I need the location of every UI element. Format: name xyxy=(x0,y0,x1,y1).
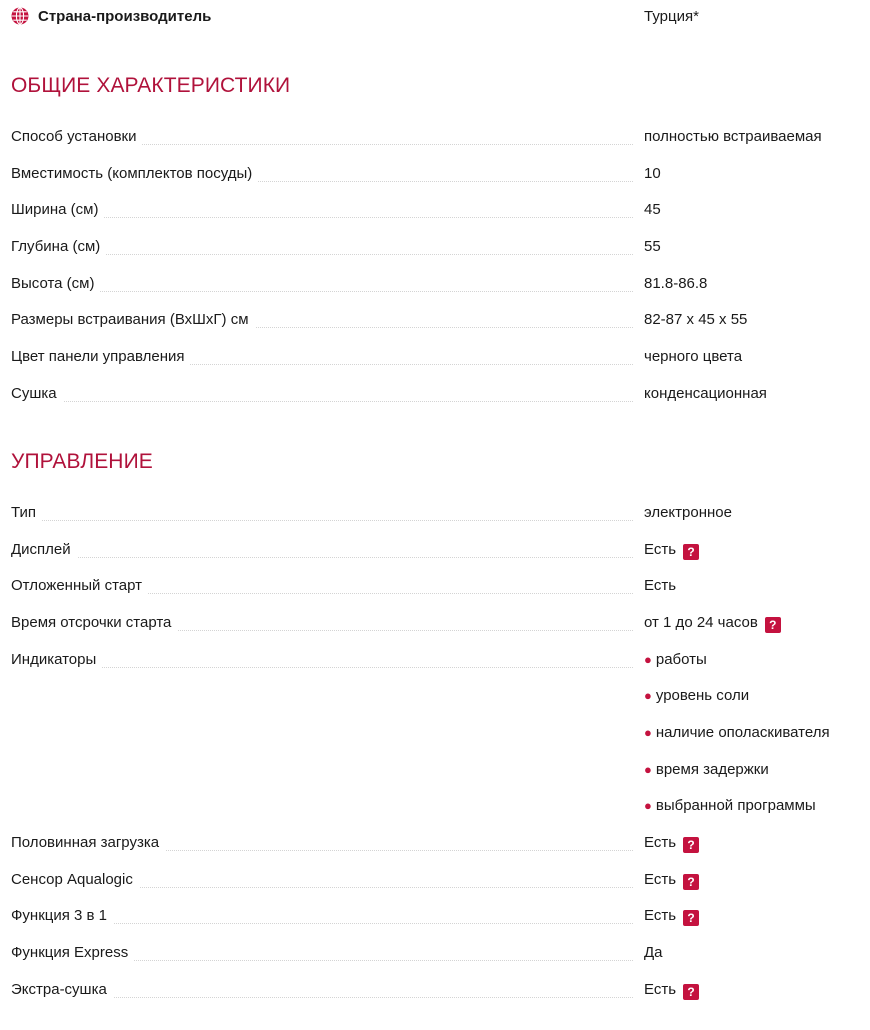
spec-row xyxy=(11,870,870,906)
spec-value xyxy=(644,613,781,633)
help-icon[interactable]: ? xyxy=(683,544,699,560)
spec-value: полностью встраиваемая xyxy=(644,128,822,145)
spec-row xyxy=(11,503,870,539)
spec-value: Да xyxy=(644,944,663,961)
spec-value xyxy=(644,833,699,853)
indicator-row xyxy=(11,686,870,722)
spec-value: черного цвета xyxy=(644,348,743,365)
spec-row xyxy=(11,164,870,200)
spec-label: Размеры встраивания (ВхШхГ) см xyxy=(11,310,255,330)
spec-label: Отложенный старт xyxy=(11,576,148,596)
help-icon[interactable]: ? xyxy=(683,874,699,890)
spec-label: Цвет панели управления xyxy=(11,347,190,367)
bullet-icon: ● xyxy=(644,652,652,667)
dotted-leader xyxy=(11,520,633,521)
spec-value-text: Есть xyxy=(644,981,677,998)
bullet-icon: ● xyxy=(644,688,652,703)
spec-row-indicators xyxy=(11,650,870,686)
spec-label: Сушка xyxy=(11,384,63,404)
spec-row xyxy=(11,310,870,346)
spec-label: Время отсрочки старта xyxy=(11,613,177,633)
globe-icon xyxy=(11,7,29,25)
indicator-item: ● выбранной программы xyxy=(644,797,816,814)
section-title-control: УПРАВЛЕНИЕ xyxy=(11,450,153,473)
spec-value: 10 xyxy=(644,165,661,182)
dotted-leader xyxy=(11,401,633,402)
spec-row xyxy=(11,833,870,869)
spec-value: Есть xyxy=(644,577,677,594)
country-label: Страна-производитель xyxy=(38,8,212,25)
spec-value xyxy=(644,906,699,926)
spec-value: 81.8-86.8 xyxy=(644,275,708,292)
spec-label: Вместимость (комплектов посуды) xyxy=(11,164,258,184)
spec-label: Функция 3 в 1 xyxy=(11,906,113,926)
spec-value: 82-87 x 45 x 55 xyxy=(644,311,748,328)
bullet-icon: ● xyxy=(644,762,652,777)
indicator-item: ● наличие ополаскивателя xyxy=(644,724,830,741)
dotted-leader xyxy=(11,667,633,668)
spec-value-text: Есть xyxy=(644,871,677,888)
spec-label: Функция Express xyxy=(11,943,134,963)
spec-row xyxy=(11,347,870,383)
spec-label: Половинная загрузка xyxy=(11,833,165,853)
help-icon[interactable]: ? xyxy=(683,837,699,853)
spec-value-text: от 1 до 24 часов xyxy=(644,614,758,631)
spec-label: Способ установки xyxy=(11,127,142,147)
help-icon[interactable]: ? xyxy=(765,617,781,633)
spec-value xyxy=(644,980,699,1000)
indicator-row xyxy=(11,760,870,796)
indicator-row xyxy=(11,723,870,759)
dotted-leader xyxy=(11,557,633,558)
help-icon[interactable]: ? xyxy=(683,984,699,1000)
spec-row xyxy=(11,576,870,612)
help-icon[interactable]: ? xyxy=(683,910,699,926)
spec-label: Дисплей xyxy=(11,540,77,560)
indicator-row xyxy=(11,796,870,832)
spec-value: конденсационная xyxy=(644,385,767,402)
spec-label: Экстра-сушка xyxy=(11,980,113,1000)
spec-row xyxy=(11,384,870,420)
bullet-icon: ● xyxy=(644,798,652,813)
spec-label: Высота (см) xyxy=(11,274,100,294)
spec-row xyxy=(11,906,870,942)
spec-row xyxy=(11,274,870,310)
spec-row xyxy=(11,540,870,576)
country-value: Турция* xyxy=(644,8,699,25)
bullet-icon: ● xyxy=(644,725,652,740)
spec-row xyxy=(11,200,870,236)
spec-label: Индикаторы xyxy=(11,650,102,670)
section-title-general: ОБЩИЕ ХАРАКТЕРИСТИКИ xyxy=(11,74,291,97)
spec-row xyxy=(11,613,870,649)
spec-row xyxy=(11,127,870,163)
spec-label: Глубина (см) xyxy=(11,237,106,257)
spec-value xyxy=(644,540,699,560)
spec-value-text: Есть xyxy=(644,541,677,558)
spec-value xyxy=(644,870,699,890)
dotted-leader xyxy=(11,291,633,292)
indicator-item: ● работы xyxy=(644,651,707,668)
spec-value: 45 xyxy=(644,201,661,218)
spec-label: Тип xyxy=(11,503,42,523)
spec-value-text: Есть xyxy=(644,907,677,924)
spec-row xyxy=(11,237,870,273)
spec-label: Ширина (см) xyxy=(11,200,104,220)
spec-label: Сенсор Aqualogic xyxy=(11,870,139,890)
spec-row xyxy=(11,980,870,1016)
spec-value: электронное xyxy=(644,504,732,521)
spec-row xyxy=(11,943,870,979)
indicator-item: ● время задержки xyxy=(644,761,769,778)
spec-value-text: Есть xyxy=(644,834,677,851)
spec-value: 55 xyxy=(644,238,661,255)
indicator-item: ● уровень соли xyxy=(644,687,750,704)
